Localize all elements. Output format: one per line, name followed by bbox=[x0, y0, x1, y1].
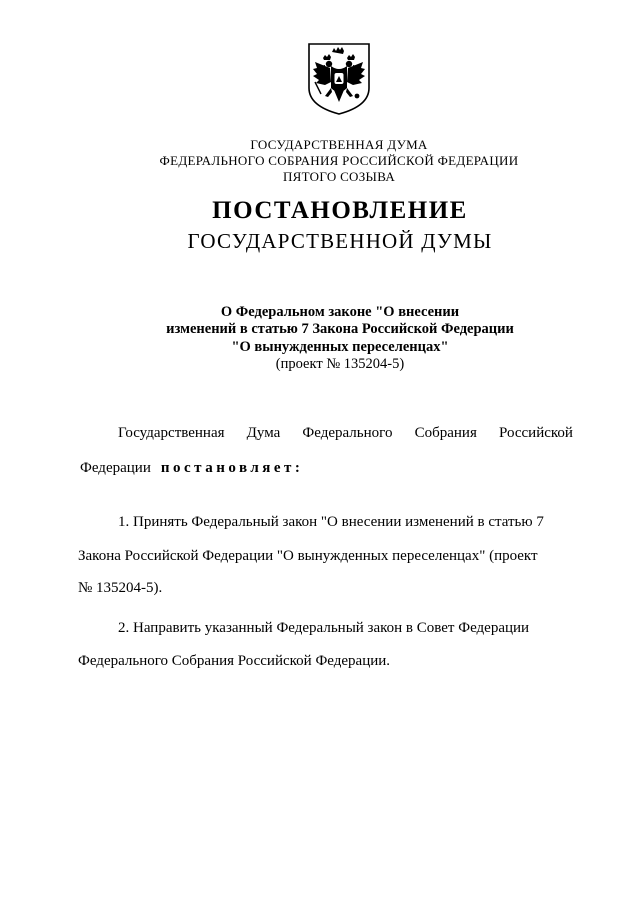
item-2-line-1: 2. Направить указанный Федеральный закон в Совет Федерации bbox=[118, 620, 530, 636]
coat-of-arms-russia-icon bbox=[301, 38, 377, 116]
org-name-line-2: ФЕДЕРАЛЬНОГО СОБРАНИЯ РОССИЙСКОЙ ФЕДЕРАЦИИ bbox=[159, 153, 519, 168]
project-number: (проект № 135204-5) bbox=[275, 356, 405, 372]
intro-line-2-start: Федерации bbox=[80, 460, 151, 476]
item-1-line-2: Закона Российской Федерации "О вынужденных переселенцах" (проект bbox=[78, 548, 538, 564]
intro-line-2 bbox=[80, 460, 303, 477]
intro-word: Федерального bbox=[302, 425, 393, 441]
subject-line-3: "О вынужденных переселенцах" bbox=[231, 339, 449, 355]
document-title: ПОСТАНОВЛЕНИЕ bbox=[212, 197, 468, 224]
item-2-line-2: Федерального Собрания Российской Федерации. bbox=[78, 653, 391, 669]
convocation-line: ПЯТОГО СОЗЫВА bbox=[282, 169, 396, 184]
intro-word: Российской bbox=[499, 425, 573, 441]
intro-word: Дума bbox=[246, 425, 281, 441]
intro-line-1 bbox=[118, 425, 573, 442]
subject-line-2: изменений в статью 7 Закона Российской Федерации bbox=[166, 321, 514, 337]
document-subtitle: ГОСУДАРСТВЕННОЙ ДУМЫ bbox=[187, 229, 493, 253]
resolves-word: постановляет: bbox=[160, 460, 304, 476]
org-name-line-1: ГОСУДАРСТВЕННАЯ ДУМА bbox=[250, 137, 428, 152]
intro-word: Собрания bbox=[414, 425, 477, 441]
subject-line-1: О Федеральном законе "О внесении bbox=[220, 304, 460, 320]
item-1-line-1: 1. Принять Федеральный закон "О внесении изменений в статью 7 bbox=[118, 514, 544, 530]
item-1-line-3: № 135204-5). bbox=[78, 580, 163, 596]
intro-word: Государственная bbox=[118, 425, 225, 441]
